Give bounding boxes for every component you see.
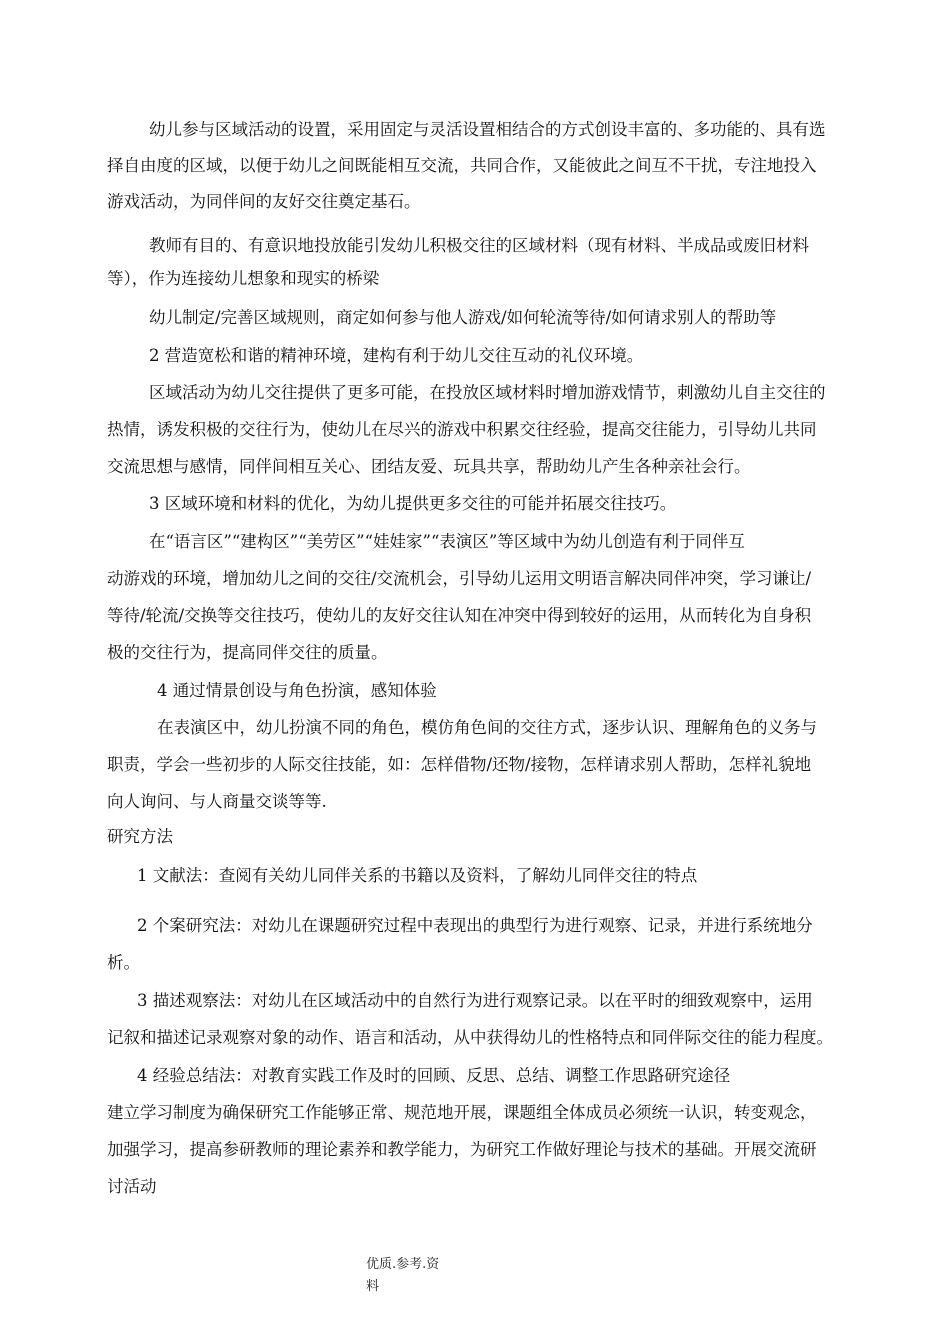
body-line: 在“语言区”“建构区”“美劳区”“娃娃家”“表演区”等区域中为幼儿创造有利于同伴互 bbox=[149, 532, 745, 551]
body-line: 讨活动 bbox=[107, 1177, 157, 1196]
body-line: 游戏活动，为同伴间的友好交往奠定基石。 bbox=[107, 192, 421, 211]
body-line: 析。 bbox=[107, 953, 140, 972]
method-item: 2 个案研究法：对幼儿在课题研究过程中表现出的典型行为进行观察、记录，并进行系统地分 bbox=[137, 916, 813, 935]
body-line: 交流思想与感情，同伴间相互关心、团结友爱、玩具共享，帮助幼儿产生各种亲社会行。 bbox=[107, 457, 751, 476]
page-footer-line1: 优质.参考.资 bbox=[366, 1257, 440, 1272]
body-line: 择自由度的区域，以便于幼儿之间既能相互交流，共同合作，又能彼此之间互不干扰，专注地投入 bbox=[107, 156, 817, 175]
body-line: 热情，诱发积极的交往行为，使幼儿在尽兴的游戏中积累交往经验，提高交往能力，引导幼儿共同 bbox=[107, 420, 817, 439]
body-line: 加强学习，提高参研教师的理论素养和教学能力，为研究工作做好理论与技术的基础。开展交流研 bbox=[107, 1140, 817, 1159]
body-line: 极的交往行为，提高同伴交往的质量。 bbox=[107, 643, 388, 662]
body-line: 职责，学会一些初步的人际交往技能，如：怎样借物/还物/接物，怎样请求别人帮助，怎样礼貌地 bbox=[107, 755, 812, 774]
body-line: 教师有目的、有意识地投放能引发幼儿积极交往的区域材料（现有材料、半成品或废旧材料 bbox=[149, 236, 809, 255]
body-line: 记叙和描述记录观察对象的动作、语言和活动，从中获得幼儿的性格特点和同伴际交往的能力程度。 bbox=[107, 1028, 833, 1047]
body-line: 在表演区中，幼儿扮演不同的角色，模仿角色间的交往方式，逐步认识、理解角色的义务与 bbox=[157, 718, 817, 737]
page-footer-line2: 料 bbox=[366, 1279, 380, 1294]
body-line: 幼儿参与区域活动的设置，采用固定与灵活设置相结合的方式创设丰富的、多功能的、具有选 bbox=[149, 120, 826, 139]
body-line: 动游戏的环境，增加幼儿之间的交往/交流机会，引导幼儿运用文明语言解决同伴冲突，学习谦让/ bbox=[107, 569, 812, 588]
method-item: 3 描述观察法：对幼儿在区域活动中的自然行为进行观察记录。以在平时的细致观察中，运用 bbox=[137, 991, 813, 1010]
method-item: 4 经验总结法：对教育实践工作及时的回顾、反思、总结、调整工作思路研究途径 bbox=[137, 1066, 731, 1085]
section-heading: 2 营造宽松和谐的精神环境，建构有利于幼儿交往互动的礼仪环境。 bbox=[149, 346, 644, 365]
method-item: 1 文献法：查阅有关幼儿同伴关系的书籍以及资料，了解幼儿同伴交往的特点 bbox=[137, 866, 698, 885]
section-heading: 4 通过情景创设与角色扮演，感知体验 bbox=[157, 681, 437, 700]
body-line: 建立学习制度为确保研究工作能够正常、规范地开展，课题组全体成员必须统一认识，转变观念， bbox=[107, 1103, 817, 1122]
section-title: 研究方法 bbox=[107, 827, 173, 846]
section-heading: 3 区域环境和材料的优化，为幼儿提供更多交往的可能并拓展交往技巧。 bbox=[149, 494, 677, 513]
body-line: 区域活动为幼儿交往提供了更多可能，在投放区域材料时增加游戏情节，刺激幼儿自主交往的 bbox=[149, 383, 826, 402]
body-line: 幼儿制定/完善区域规则，商定如何参与他人游戏/如何轮流等待/如何请求别人的帮助等 bbox=[149, 308, 777, 327]
body-line: 等），作为连接幼儿想象和现实的桥梁 bbox=[107, 269, 380, 288]
body-line: 等待/轮流/交换等交往技巧，使幼儿的友好交往认知在冲突中得到较好的运用，从而转化为自身积 bbox=[107, 606, 812, 625]
body-line: 向人询问、与人商量交谈等等. bbox=[107, 792, 327, 811]
